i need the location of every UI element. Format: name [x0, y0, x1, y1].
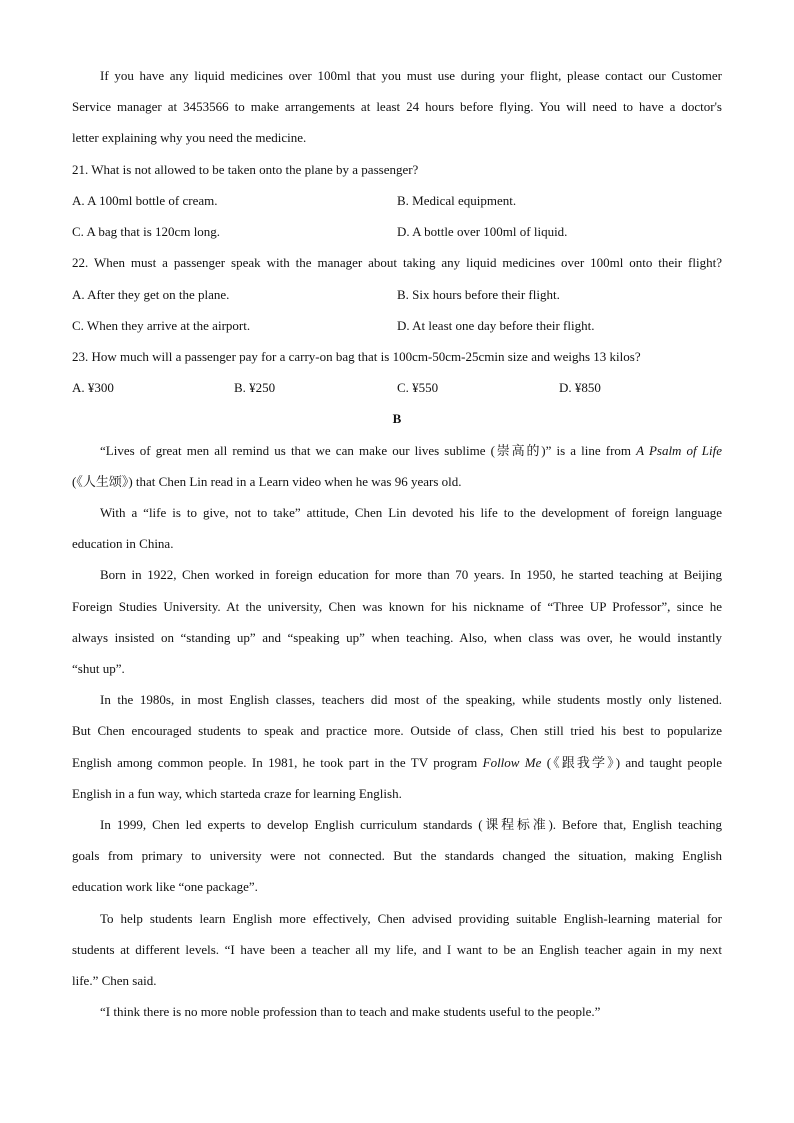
intro-line-2: Service manager at 3453566 to make arrangements at least 24 hours before flying. You will need to have a doctor's: [72, 99, 722, 114]
question-22-option-b: B. Six hours before their flight.: [397, 287, 560, 302]
question-21-option-c: C. A bag that is 120cm long.: [72, 224, 221, 239]
passage-p6-line-1: To help students learn English more effectively, Chen advised providing suitable English-learning material for: [100, 911, 722, 926]
passage-p3-line-1: Born in 1922, Chen worked in foreign education for more than 70 years. In 1950, he started teaching at Beijing: [100, 567, 722, 582]
passage-p1-text: “Lives of great men all remind us that we can make our lives sublime (崇高的)” is a line from: [100, 443, 637, 458]
question-21-option-d: D. A bottle over 100ml of liquid.: [397, 224, 568, 239]
tv-program-title: Follow Me: [482, 755, 542, 770]
passage-p2-line-2: education in China.: [72, 536, 174, 551]
passage-p4-text-post: (《跟我学》) and taught people: [541, 755, 722, 770]
passage-p5-line-3: education work like “one package”.: [72, 879, 258, 894]
passage-p6-line-3: life.” Chen said.: [72, 973, 157, 988]
question-22-option-c: C. When they arrive at the airport.: [72, 318, 251, 333]
passage-p5-line-1: In 1999, Chen led experts to develop English curriculum standards (课程标准). Before that, English teaching: [100, 817, 722, 832]
passage-p1-line-1: [100, 443, 722, 459]
passage-p6-line-2: students at different levels. “I have been a teacher all my life, and I want to be an English teacher again in my next: [72, 942, 722, 957]
passage-p4-line-2: But Chen encouraged students to speak and practice more. Outside of class, Chen still tried his best to popularize: [72, 723, 722, 738]
passage-p3-line-2: Foreign Studies University. At the university, Chen was known for his nickname of “Three UP Professor”, since he: [72, 599, 722, 614]
passage-p5-line-2: goals from primary to university were not connected. But the standards changed the situation, making English: [72, 848, 722, 863]
question-23-stem: 23. How much will a passenger pay for a carry-on bag that is 100cm-50cm-25cmin size and weighs 13 kilos?: [72, 349, 641, 364]
question-23-option-b: B. ¥250: [234, 380, 276, 395]
passage-p7-line-1: “I think there is no more noble profession than to teach and make students useful to the people.”: [100, 1004, 601, 1019]
passage-p4-text-pre: English among common people. In 1981, he took part in the TV program: [72, 755, 483, 770]
question-23-option-d: D. ¥850: [559, 380, 601, 395]
question-22-stem: 22. When must a passenger speak with the manager about taking any liquid medicines over 100ml onto their flight?: [72, 255, 722, 270]
question-22-option-d: D. At least one day before their flight.: [397, 318, 595, 333]
passage-p3-line-3: always insisted on “standing up” and “speaking up” when teaching. Also, when class was over, he would instantly: [72, 630, 722, 645]
passage-p1-line-2: (《人生颂》) that Chen Lin read in a Learn video when he was 96 years old.: [72, 474, 462, 489]
passage-p2-line-1: With a “life is to give, not to take” attitude, Chen Lin devoted his life to the development of foreign language: [100, 505, 722, 520]
question-21-stem: 21. What is not allowed to be taken onto the plane by a passenger?: [72, 162, 419, 177]
passage-p4-line-1: In the 1980s, in most English classes, teachers did most of the speaking, while students mostly only listened.: [100, 692, 722, 707]
question-21-option-a: A. A 100ml bottle of cream.: [72, 193, 218, 208]
question-23-option-a: A. ¥300: [72, 380, 114, 395]
passage-p4-line-4: English in a fun way, which starteda craze for learning English.: [72, 786, 402, 801]
question-23-option-c: C. ¥550: [397, 380, 439, 395]
intro-line-1: If you have any liquid medicines over 100ml that you must use during your flight, please contact our Customer: [100, 68, 722, 83]
passage-p4-line-3: [72, 755, 722, 771]
passage-p3-line-4: “shut up”.: [72, 661, 125, 676]
question-22-option-a: A. After they get on the plane.: [72, 287, 230, 302]
question-21-option-b: B. Medical equipment.: [397, 193, 517, 208]
poem-title: A Psalm of Life: [636, 443, 722, 458]
intro-line-3: letter explaining why you need the medicine.: [72, 130, 307, 145]
section-heading-b: B: [392, 411, 402, 426]
